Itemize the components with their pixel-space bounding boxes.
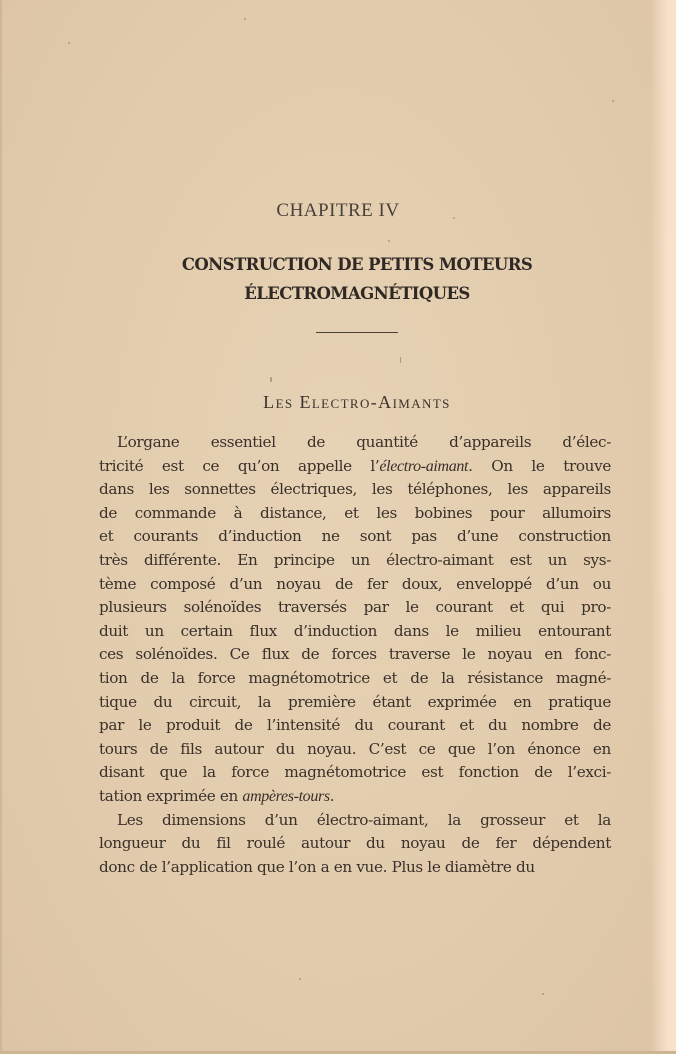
text-line	[99, 691, 611, 715]
text-run: disant que la force magnétomotrice est fonction de l’exci-	[99, 763, 611, 782]
text-run: et courants d’induction ne sont pas d’une construction	[99, 527, 611, 546]
text-run: tricité est ce qu’on appelle l’	[99, 456, 380, 475]
text-run: L’organe essentiel de quantité d’appareils d’élec-	[117, 433, 611, 451]
text-run: longueur du fil roulé autour du noyau de fer dépendent	[99, 834, 611, 853]
text-run: tique du circuit, la première étant exprimée en pratique	[99, 692, 611, 711]
text-run: donc de l’application que l’on a en vue. Plus le diamètre du	[99, 857, 535, 876]
paper-speck	[388, 240, 390, 242]
text-run: duit un certain flux d’induction dans le milieu entourant	[99, 621, 611, 640]
chapter-title-line-2: ÉLECTROMAGNÉTIQUES	[244, 284, 470, 303]
text-line	[99, 667, 611, 691]
paper-speck	[612, 100, 614, 102]
text-line	[99, 431, 611, 455]
text-run: dans les sonnettes électriques, les téléphones, les appareils	[99, 480, 611, 499]
paper-speck	[400, 357, 401, 363]
text-run: très différente. En principe un électro-aimant est un sys-	[99, 550, 611, 569]
text-line	[99, 596, 611, 620]
page-left-edge	[0, 0, 3, 1054]
chapter-title-line-1: CONSTRUCTION DE PETITS MOTEURS	[181, 255, 533, 274]
text-line	[99, 549, 611, 573]
text-run: tème composé d’un noyau de fer doux, enveloppé d’un ou	[99, 574, 611, 593]
chapter-label: CHAPITRE IV	[276, 200, 400, 221]
text-run: tours de fils autour du noyau. C’est ce que l’on énonce en	[99, 739, 611, 758]
text-line	[99, 714, 611, 738]
body-text	[99, 431, 611, 879]
text-run: plusieurs solénoïdes traversés par le courant et qui pro-	[99, 598, 611, 617]
text-line	[99, 455, 611, 479]
text-line	[99, 525, 611, 549]
text-run: de commande à distance, et les bobines pour allumoirs	[99, 503, 611, 522]
paper-speck	[68, 42, 70, 44]
italic-term: ampères-tours	[242, 787, 330, 805]
text-line	[99, 856, 611, 880]
text-run: Les dimensions d’un électro-aimant, la grosseur et la	[117, 810, 611, 829]
section-heading: Les Electro-Aimants	[263, 392, 451, 412]
text-line	[99, 502, 611, 526]
text-line	[99, 785, 611, 809]
text-line	[99, 761, 611, 785]
text-run: tation exprimée en	[99, 786, 243, 805]
paper-speck	[299, 978, 301, 980]
paragraph	[99, 431, 611, 809]
text-line	[99, 738, 611, 762]
paper-speck	[244, 18, 246, 20]
paper-speck	[270, 377, 272, 382]
text-line	[99, 478, 611, 502]
text-line	[99, 809, 611, 833]
paper-speck	[542, 993, 544, 995]
text-line	[99, 573, 611, 597]
title-divider	[316, 332, 398, 333]
paragraph	[99, 809, 611, 880]
text-run: tion de la force magnétomotrice et de la résistance magné-	[99, 668, 611, 687]
text-line	[99, 620, 611, 644]
text-run: . On le trouve	[468, 456, 611, 475]
text-run: ces solénoïdes. Ce flux de forces traverse le noyau en fonc-	[99, 645, 611, 664]
text-line	[99, 832, 611, 856]
text-line	[99, 643, 611, 667]
text-run: .	[329, 786, 335, 805]
italic-term: électro-aimant	[379, 457, 469, 475]
text-run: par le produit de l’intensité du courant et du nombre de	[99, 716, 611, 735]
chapter-title	[0, 250, 676, 308]
